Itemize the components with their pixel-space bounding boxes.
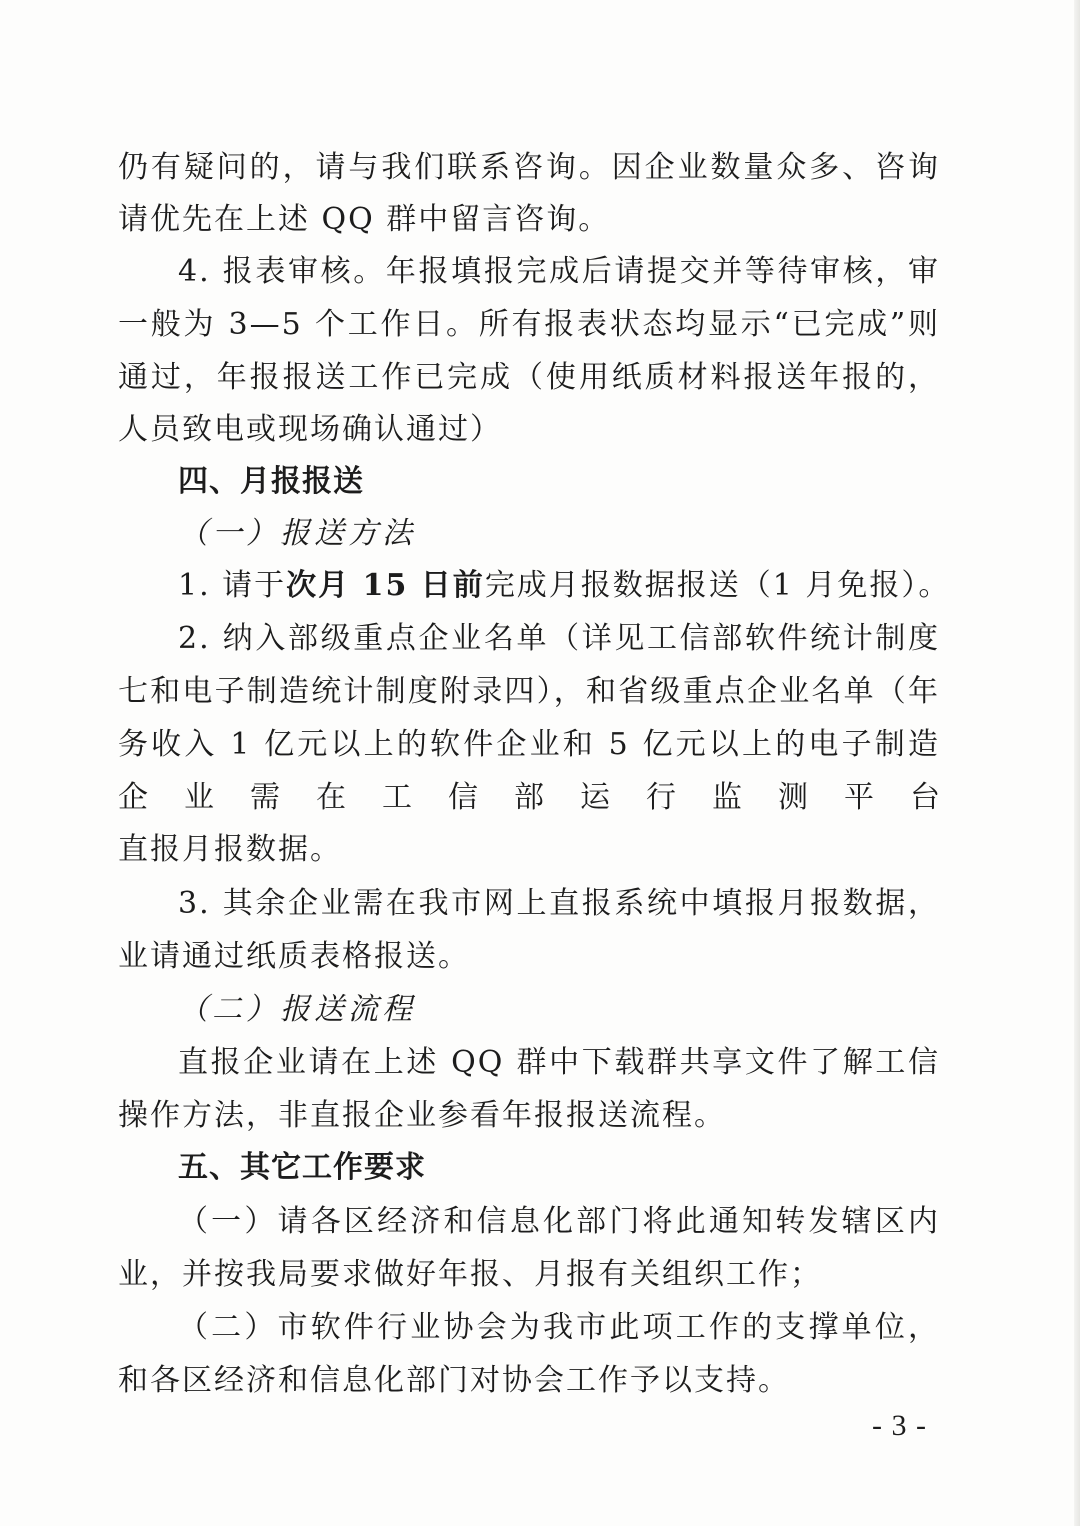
item1-prefix: 1. 请于 (178, 568, 287, 603)
section4-sub1: （一）报送方法 (178, 516, 416, 551)
item4-line-1: 4. 报表审核。年报填报完成后请提交并等待审核，审 (178, 254, 940, 289)
section4-flow-line-1: 直报企业请在上述 QQ 群中下载群共享文件了解工信 (178, 1045, 940, 1080)
section5-req1-line-1: （一）请各区经济和信息化部门将此通知转发辖区内 (178, 1204, 940, 1239)
section4-item3-line-1: 3. 其余企业需在我市网上直报系统中填报月报数据， (178, 886, 940, 921)
section4-item2-line-3: 务收入 1 亿元以上的软件企业和 5 亿元以上的电子制造 (118, 727, 940, 762)
item1-suffix: 完成月报数据报送（1 月免报）。 (484, 568, 951, 603)
question-line-2: 请优先在上述 QQ 群中留言咨询。 (118, 202, 611, 237)
section4-item2-line-5: 直报月报数据。 (118, 832, 342, 867)
section5-req1-line-2: 业，并按我局要求做好年报、月报有关组织工作； (118, 1257, 822, 1292)
section4-item2-line-4: 企业需在工信部运行监测平台 (118, 780, 940, 815)
section4-sub2: （二）报送流程 (178, 992, 416, 1027)
section4-flow-line-2: 操作方法，非直报企业参看年报报送流程。 (118, 1098, 726, 1133)
page-number: - 3 - (872, 1409, 927, 1442)
section4-item3-line-2: 业请通过纸质表格报送。 (118, 939, 470, 974)
item4-line-3: 通过，年报报送工作已完成（使用纸质材料报送年报的， (118, 360, 940, 395)
section4-item2-line-1: 2. 纳入部级重点企业名单（详见工信部软件统计制度 (178, 621, 940, 656)
section5-title: 五、其它工作要求 (178, 1150, 426, 1185)
scan-edge-shadow (1074, 0, 1080, 1526)
question-line-1: 仍有疑问的，请与我们联系咨询。因企业数量众多、咨询 (118, 150, 940, 185)
section5-req2-line-1: （二）市软件行业协会为我市此项工作的支撑单位， (178, 1310, 940, 1345)
section4-title: 四、月报报送 (178, 464, 364, 499)
section4-item2-line-2: 七和电子制造统计制度附录四），和省级重点企业名单（年 (118, 674, 940, 709)
item4-line-2: 一般为 3—5 个工作日。所有报表状态均显示“已完成”则 (118, 307, 940, 342)
section4-item1 (178, 566, 950, 606)
item4-line-4: 人员致电或现场确认通过） (118, 412, 502, 447)
item1-deadline: 次月 15 日前 (286, 568, 485, 603)
section5-req2-line-2: 和各区经济和信息化部门对协会工作予以支持。 (118, 1363, 790, 1398)
